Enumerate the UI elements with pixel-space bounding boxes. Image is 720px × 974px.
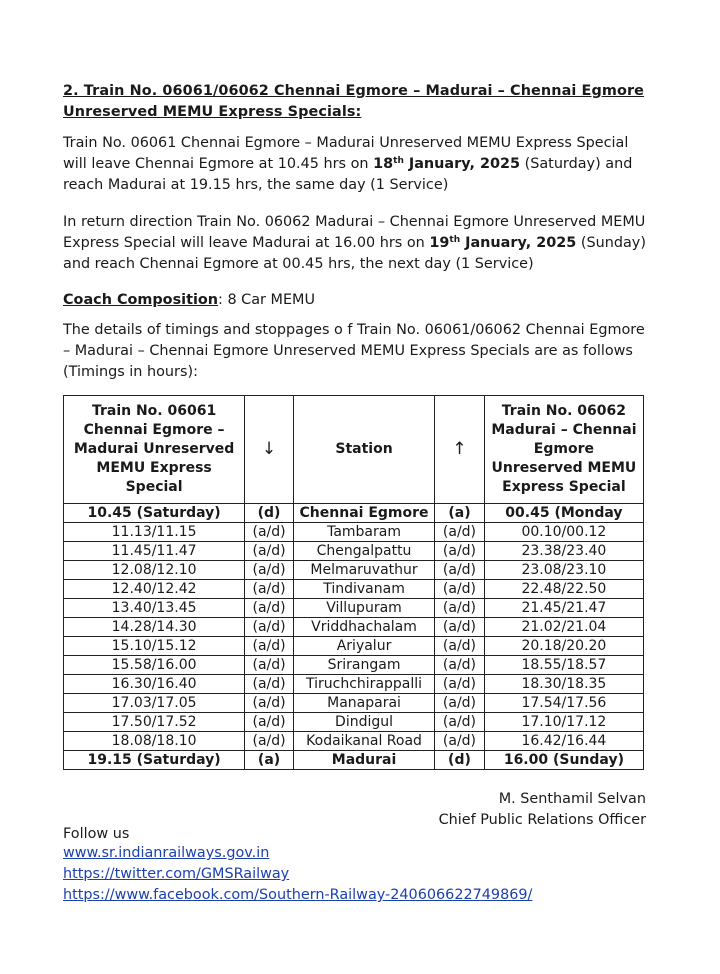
cell-mark-06061: (a/d) [245, 713, 294, 732]
table-row [64, 599, 644, 618]
cell-time-06062: 17.54/17.56 [484, 694, 643, 713]
return-text-end: (Sunday) and reach Chennai Egmore at 00.45 hrs, the next day (1 Service) [63, 235, 646, 272]
cell-time-06061: 15.58/16.00 [64, 656, 245, 675]
cell-time-06062: 16.00 (Sunday) [484, 751, 643, 770]
cell-time-06061: 12.40/12.42 [64, 580, 245, 599]
cell-time-06062: 23.08/23.10 [484, 561, 643, 580]
table-row [64, 713, 644, 732]
cell-mark-06062: (a/d) [435, 599, 485, 618]
onward-date-day: 18 [373, 156, 394, 172]
down-arrow-icon: ↓ [245, 396, 294, 504]
cell-time-06062: 20.18/20.20 [484, 637, 643, 656]
cell-time-06061: 11.13/11.15 [64, 523, 245, 542]
cell-station: Chennai Egmore [293, 504, 434, 523]
cell-mark-06061: (a/d) [245, 561, 294, 580]
cell-mark-06062: (a/d) [435, 618, 485, 637]
onward-date-month: January, 2025 [403, 156, 521, 172]
cell-time-06062: 17.10/17.12 [484, 713, 643, 732]
cell-mark-06062: (a/d) [435, 542, 485, 561]
cell-mark-06062: (a/d) [435, 523, 485, 542]
header-station: Station [293, 396, 434, 504]
return-date [429, 235, 576, 251]
cell-time-06062: 00.45 (Monday [484, 504, 643, 523]
cell-mark-06061: (a/d) [245, 637, 294, 656]
return-date-day: 19 [429, 235, 450, 251]
signatory-title: Chief Public Relations Officer [438, 812, 646, 828]
timings-intro-paragraph: The details of timings and stoppages o f Train No. 06061/06062 Chennai Egmore – Madurai – Chennai Egmore Unreserved MEMU Express Specials are as follows (Timings in hours): [63, 322, 645, 380]
return-date-month: January, 2025 [460, 235, 577, 251]
return-service-paragraph [63, 212, 647, 275]
header-train-06062: Train No. 06062 Madurai – Chennai Egmore Unreserved MEMU Express Special [484, 396, 643, 504]
cell-mark-06062: (a/d) [435, 561, 485, 580]
cell-time-06061: 16.30/16.40 [64, 675, 245, 694]
cell-station: Tambaram [293, 523, 434, 542]
cell-time-06061: 13.40/13.45 [64, 599, 245, 618]
cell-mark-06062: (a/d) [435, 580, 485, 599]
cell-station: Madurai [293, 751, 434, 770]
cell-time-06062: 23.38/23.40 [484, 542, 643, 561]
table-row [64, 694, 644, 713]
cell-station: Ariyalur [293, 637, 434, 656]
table-row [64, 732, 644, 751]
timetable-body [64, 504, 644, 770]
table-row [64, 618, 644, 637]
cell-mark-06061: (a) [245, 751, 294, 770]
cell-time-06062: 21.02/21.04 [484, 618, 643, 637]
cell-time-06062: 00.10/00.12 [484, 523, 643, 542]
timetable-header-row [64, 396, 644, 504]
onward-text-end: (Saturday) and reach Madurai at 19.15 hrs, the same day (1 Service) [63, 156, 633, 193]
onward-service-paragraph [63, 133, 647, 196]
website-link[interactable]: www.sr.indianrailways.gov.in [63, 845, 270, 861]
header-train-06061: Train No. 06061 Chennai Egmore – Madurai Unreserved MEMU Express Special [64, 396, 245, 504]
cell-time-06061: 17.03/17.05 [64, 694, 245, 713]
return-date-suffix: th [449, 235, 461, 245]
cell-station: Srirangam [293, 656, 434, 675]
cell-time-06061: 18.08/18.10 [64, 732, 245, 751]
section-heading: 2. Train No. 06061/06062 Chennai Egmore – Madurai – Chennai Egmore Unreserved MEMU Express Specials: [63, 83, 645, 120]
cell-mark-06062: (a) [435, 504, 485, 523]
cell-mark-06061: (a/d) [245, 656, 294, 675]
cell-station: Kodaikanal Road [293, 732, 434, 751]
facebook-link[interactable]: https://www.facebook.com/Southern-Railway-240606622749869/ [63, 887, 533, 903]
cell-time-06061: 17.50/17.52 [64, 713, 245, 732]
table-row [64, 542, 644, 561]
twitter-link[interactable]: https://twitter.com/GMSRailway [63, 866, 290, 882]
cell-mark-06061: (a/d) [245, 694, 294, 713]
table-row [64, 637, 644, 656]
follow-us-label: Follow us [63, 826, 130, 842]
onward-text: Train No. 06061 Chennai Egmore – Madurai Unreserved MEMU Express Special will leave Chennai Egmore at 10.45 hrs on [63, 135, 629, 172]
cell-time-06062: 18.30/18.35 [484, 675, 643, 694]
cell-time-06061: 19.15 (Saturday) [64, 751, 245, 770]
cell-mark-06061: (a/d) [245, 732, 294, 751]
cell-station: Tiruchchirappalli [293, 675, 434, 694]
coach-composition-value: : 8 Car MEMU [218, 292, 315, 308]
cell-mark-06061: (d) [245, 504, 294, 523]
cell-mark-06061: (a/d) [245, 675, 294, 694]
table-row [64, 675, 644, 694]
cell-time-06061: 11.45/11.47 [64, 542, 245, 561]
table-row [64, 751, 644, 770]
cell-mark-06062: (a/d) [435, 675, 485, 694]
cell-time-06061: 12.08/12.10 [64, 561, 245, 580]
table-row [64, 656, 644, 675]
up-arrow-icon: ↑ [435, 396, 485, 504]
cell-mark-06062: (a/d) [435, 732, 485, 751]
table-row [64, 504, 644, 523]
cell-time-06061: 10.45 (Saturday) [64, 504, 245, 523]
return-text: In return direction Train No. 06062 Madurai – Chennai Egmore Unreserved MEMU Express Special will leave Madurai at 16.00 hrs on [63, 214, 646, 251]
table-row [64, 523, 644, 542]
cell-time-06062: 16.42/16.44 [484, 732, 643, 751]
cell-station: Villupuram [293, 599, 434, 618]
cell-time-06062: 22.48/22.50 [484, 580, 643, 599]
cell-mark-06062: (a/d) [435, 637, 485, 656]
table-row [64, 580, 644, 599]
cell-time-06061: 15.10/15.12 [64, 637, 245, 656]
signature-block [439, 789, 646, 831]
onward-date-suffix: th [393, 156, 404, 166]
coach-composition [63, 290, 647, 311]
social-links [63, 843, 532, 906]
cell-mark-06062: (d) [435, 751, 485, 770]
cell-mark-06062: (a/d) [435, 656, 485, 675]
cell-station: Vriddhachalam [293, 618, 434, 637]
cell-station: Melmaruvathur [293, 561, 434, 580]
cell-station: Manaparai [293, 694, 434, 713]
cell-mark-06061: (a/d) [245, 599, 294, 618]
coach-composition-label: Coach Composition [63, 292, 219, 308]
cell-mark-06061: (a/d) [245, 618, 294, 637]
cell-station: Tindivanam [293, 580, 434, 599]
cell-time-06062: 21.45/21.47 [484, 599, 643, 618]
cell-mark-06061: (a/d) [245, 580, 294, 599]
cell-mark-06062: (a/d) [435, 694, 485, 713]
cell-mark-06061: (a/d) [245, 542, 294, 561]
table-row [64, 561, 644, 580]
signatory-name: M. Senthamil Selvan [498, 791, 646, 807]
cell-time-06062: 18.55/18.57 [484, 656, 643, 675]
cell-mark-06062: (a/d) [435, 713, 485, 732]
timetable [63, 395, 644, 770]
cell-station: Chengalpattu [293, 542, 434, 561]
cell-mark-06061: (a/d) [245, 523, 294, 542]
onward-date [373, 156, 520, 172]
cell-station: Dindigul [293, 713, 434, 732]
cell-time-06061: 14.28/14.30 [64, 618, 245, 637]
